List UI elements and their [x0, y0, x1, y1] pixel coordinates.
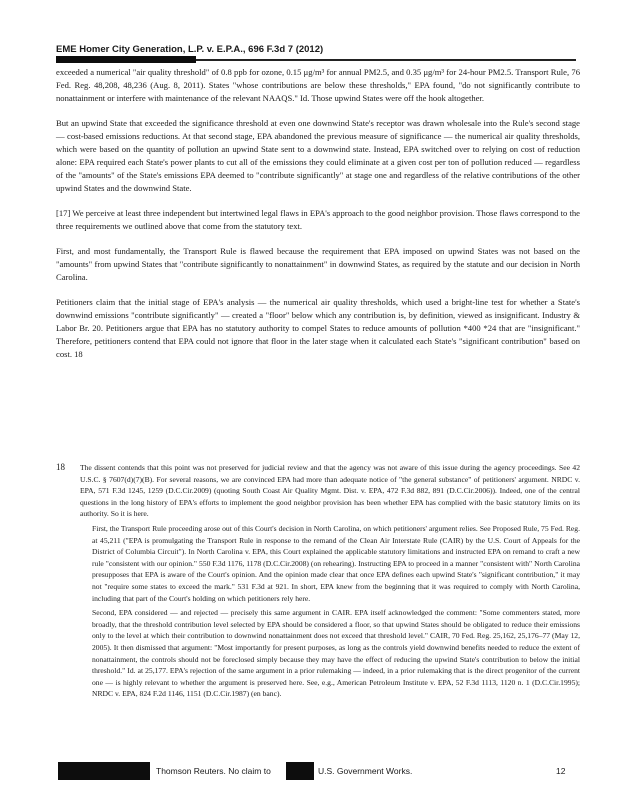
footer-works: U.S. Government Works.	[318, 766, 413, 776]
footnote-paragraph: The dissent contends that this point was not preserved for judicial review and that the agency was not aware of this issue during the agency proceedings. See 42 U.S.C. § 7607(d)(7)(B). For several reasons, we are convinced EPA had more than adequate notice of "the general substance" of petitioners' argument. NRDC v. EPA, 571 F.3d 1245, 1259 (D.C.Cir.2009) (quoting South Coast Air Quality Mgmt. Dist. v. EPA, 472 F.3d 882, 891 (D.C.Cir.2006)). Indeed, one of the central questions in the long history of EPA's efforts to implement the good neighbor provision has been whether EPA has complied with the basic statutory limits on its authority. So it is here.	[80, 463, 580, 519]
header-redaction-bar	[56, 56, 576, 64]
footnote-number: 18	[56, 462, 65, 472]
paragraph: Petitioners claim that the initial stage of EPA's analysis — the numerical air quality thresholds, which used a bright-line test for whether a State's downwind emissions "contribute significantly" — created a "floor" below which any contribution is, by definition, viewed as insignificant. Industry & Labor Br. 20. Petitioners argue that EPA has no statutory authority to compel States to reduce amounts of pollution *400 *24 that are "insignificant." Therefore, petitioners contend that EPA could not ignore that floor in the later stage when it calculated each State's "significant contribution" based on cost. 18	[56, 297, 580, 359]
document-header: EME Homer City Generation, L.P. v. E.P.A., 696 F.3d 7 (2012)	[56, 44, 324, 55]
page-number: 12	[556, 766, 566, 776]
header-rule	[196, 59, 576, 61]
redaction-block	[56, 56, 196, 63]
paragraph: [17] We perceive at least three independent but intertwined legal flaws in EPA's approach to the good neighbor provision. Those flaws correspond to the three requirements we outlined above that come from the statutory text.	[56, 208, 580, 231]
footer-redaction-left	[58, 762, 150, 780]
main-text	[56, 66, 580, 373]
footnote	[80, 462, 580, 703]
paragraph: exceeded a numerical "air quality threshold" of 0.8 ppb for ozone, 0.15 μg/m³ for annual PM2.5, and 0.35 μg/m³ for 24-hour PM2.5. Transport Rule, 76 Fed. Reg. 48,208, 48,236 (Aug. 8, 2011). States "whose contributions are below these thresholds," EPA found, "do not significantly contribute to nonattainment or interfere with maintenance of the relevant NAAQS." Id. Those upwind States were off the hook altogether.	[56, 67, 580, 103]
footnote-paragraph: Second, EPA considered — and rejected — precisely this same argument in CAIR. EPA itself acknowledged the comment: "Some commenters stated, more broadly, that the threshold contribution level selected by EPA should be considered a floor, so that upwind States should be obligated to reduce their emissions only to the level at which their contribution to downwind nonattainment does not exceed that threshold level." CAIR, 70 Fed. Reg. 25,162, 25,176–77 (May 12, 2005). It then dismissed that argument: "Most importantly for present purposes, as long as the controls yield downwind benefits needed to reduce the extent of nonattainment, the controls should not be foreclosed simply because they may have the effect of reducing the upwind State's contribution to below the initial threshold." Id. at 25,177. EPA's rejection of the same argument in a prior rulemaking — indeed, in a prior rulemaking that is the direct progenitor of the current one — is highly relevant to whether the argument is preserved here. See, e.g., American Petroleum Institute v. EPA, 52 F.3d 1113, 1120 n. 1 (D.C.Cir.1995); NRDC v. EPA, 824 F.2d 1146, 1151 (D.C.Cir.1987) (en banc).	[92, 608, 580, 699]
paragraph: But an upwind State that exceeded the significance threshold at even one downwind State's receptor was drawn wholesale into the Rule's second stage — cost-based emissions reductions. At that second stage, EPA abandoned the previous measure of significance — the numerical air quality thresholds, which were based on the quantity of pollution an upwind State sent to a downwind state. Instead, EPA switched over to relying on cost of reduction alone: EPA required each State's power plants to cut all of the emissions they could eliminate at a given cost per ton of pollution reduced — regardless of the "amounts" of the State's emissions EPA deemed to "contribute significantly" at stage one and regardless of the relative contributions of the other upwind States and the downwind State.	[56, 118, 580, 193]
paragraph: First, and most fundamentally, the Transport Rule is flawed because the requirement that EPA imposed on upwind States was not based on the "amounts" from upwind States that "contribute significantly to nonattainment" in downwind States, as required by the statute and our decision in North Carolina.	[56, 246, 580, 282]
footnote-paragraph: First, the Transport Rule proceeding arose out of this Court's decision in North Carolina, on which petitioners' argument relies. See Proposed Rule, 75 Fed. Reg. at 45,211 ("EPA is promulgating the Transport Rule in response to the remand of the Clean Air Interstate Rule (CAIR) by the U.S. Court of Appeals for the District of Columbia Circuit"). In North Carolina v. EPA, this Court explained the applicable statutory limitations and instructed EPA on remand to craft a new rule "consistent with our opinion." 550 F.3d 1176, 1178 (D.C.Cir.2008) (on rehearing). Instructing EPA to proceed in a manner "consistent with" North Carolina presupposes that EPA is aware of the Court's opinion. And the opinion made clear that once EPA defines each upwind State's "significant contribution," it may not "require some states to exceed the mark." 531 F.3d at 921. In short, EPA knew from the beginning that it was required to comply with North Carolina, including that part of the Court's holding on which petitioners rely here.	[92, 523, 580, 603]
page-footer	[0, 760, 620, 782]
footer-redaction-mid	[286, 762, 314, 780]
footer-copyright: Thomson Reuters. No claim to	[156, 766, 271, 776]
